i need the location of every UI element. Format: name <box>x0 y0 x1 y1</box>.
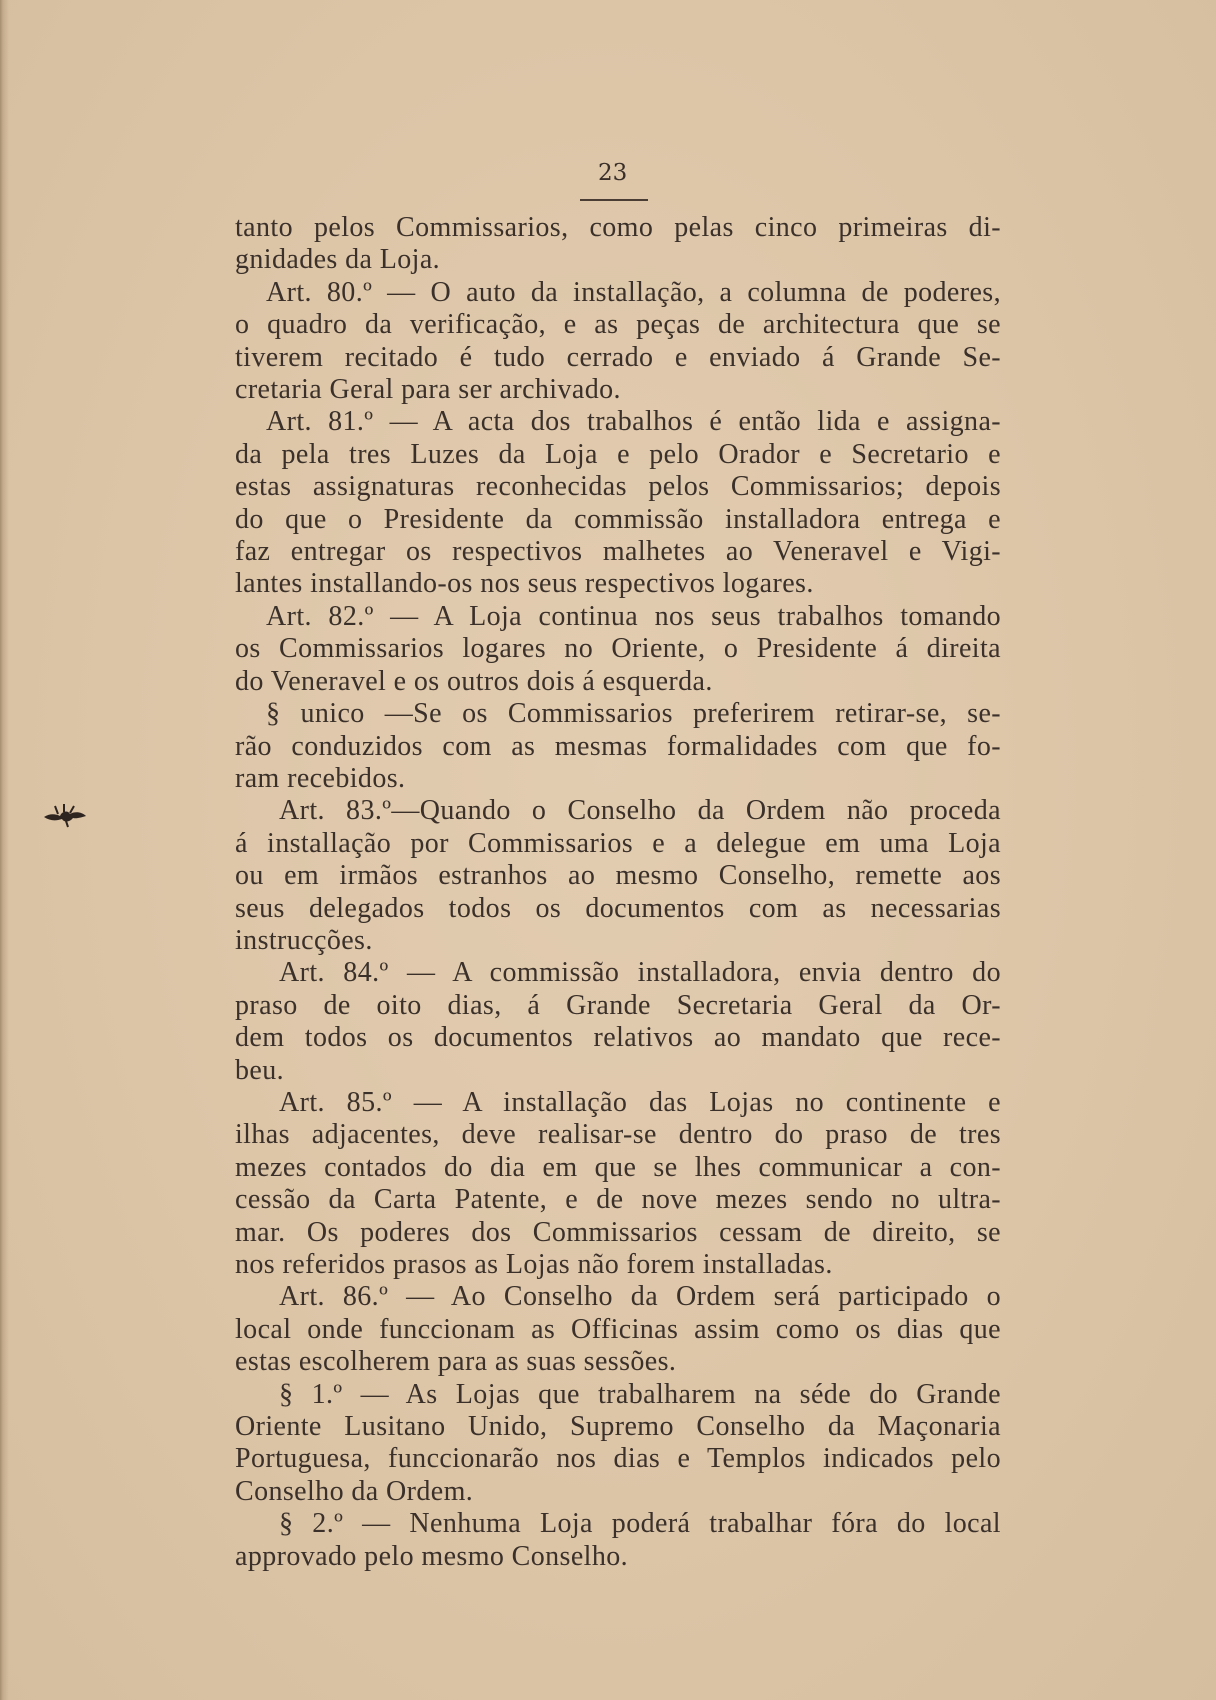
paragraph-1-first-line: § 1.º — As Lojas que trabalharem na séde do Grande <box>279 1378 1001 1410</box>
text-line: o quadro da verificação, e as peças de architectura que se <box>235 309 1001 341</box>
text-line: approvado pelo mesmo Conselho. <box>235 1540 629 1572</box>
paragraph-unico-first-line: § unico —Se os Commissarios preferirem retirar-se, se- <box>266 698 1001 730</box>
text-line: estas escolherem para as suas sessões. <box>235 1346 677 1378</box>
text-line: mar. Os poderes dos Commissarios cessam de direito, se <box>235 1216 1001 1248</box>
page-number: 23 <box>598 160 628 186</box>
text-line: nos referidos prasos as Lojas não forem installadas. <box>235 1249 833 1280</box>
text-line: estas assignaturas reconhecidas pelos Commissarios; depois <box>235 471 1001 503</box>
article-82-first-line: Art. 82.º — A Loja continua nos seus trabalhos tomando <box>266 600 1001 632</box>
article-81-first-line: Art. 81.º — A acta dos trabalhos é então lida e assigna- <box>266 406 1001 438</box>
page-binding-edge <box>0 0 9 1700</box>
text-line: instrucções. <box>235 924 373 956</box>
text-line: local onde funccionam as Officinas assim como os dias que <box>235 1313 1001 1345</box>
text-line: cretaria Geral para ser archivado. <box>235 374 621 406</box>
text-line: da pela tres Luzes da Loja e pelo Orador e Secretario e <box>235 438 1001 470</box>
text-line: Oriente Lusitano Unido, Supremo Conselho da Maçonaria <box>235 1411 1001 1443</box>
page-body-text <box>235 212 1001 1573</box>
text-line: á installação por Commissarios e a delegue em uma Loja <box>235 827 1001 859</box>
text-line: faz entregar os respectivos malhetes ao Veneravel e Vigi- <box>235 536 1001 568</box>
text-line: do que o Presidente da commissão installadora entrega e <box>235 503 1001 535</box>
text-line: dem todos os documentos relativos ao mandato que rece- <box>235 1022 1001 1054</box>
text-line: rão conduzidos com as mesmas formalidades com que fo- <box>235 730 1001 762</box>
page-number-rule <box>580 199 648 201</box>
text-line: beu. <box>235 1054 285 1086</box>
article-80-first-line: Art. 80.º — O auto da installação, a columna de poderes, <box>266 276 1001 308</box>
article-86-first-line: Art. 86.º — Ao Conselho da Ordem será participado o <box>279 1281 1001 1313</box>
text-line: ou em irmãos estranhos ao mesmo Conselho, remette aos <box>235 860 1001 892</box>
text-line: lantes installando-os nos seus respectivos logares. <box>235 568 814 600</box>
text-line: seus delegados todos os documentos com as necessarias <box>235 892 1001 924</box>
text-line: mezes contados do dia em que se lhes communicar a con- <box>235 1151 1001 1183</box>
text-line: Conselho da Ordem. <box>235 1475 474 1507</box>
text-line: cessão da Carta Patente, e de nove mezes sendo no ultra- <box>235 1184 1001 1216</box>
text-line: tanto pelos Commissarios, como pelas cinco primeiras di- <box>235 212 1001 243</box>
text-line: tiverem recitado é tudo cerrado e enviado á Grande Se- <box>235 341 1001 373</box>
text-line: os Commissarios logares no Oriente, o Presidente á direita <box>235 633 1001 665</box>
article-83-first-line: Art. 83.º—Quando o Conselho da Ordem não proceda <box>279 795 1001 827</box>
text-line: gnidades da Loja. <box>235 244 441 276</box>
article-84-first-line: Art. 84.º — A commissão installadora, envia dentro do <box>279 957 1001 989</box>
text-line: do Veneravel e os outros dois á esquerda. <box>235 665 713 697</box>
text-line: praso de oito dias, á Grande Secretaria Geral da Or- <box>235 989 1001 1021</box>
text-line: ilhas adjacentes, deve realisar-se dentro do praso de tres <box>235 1119 1001 1151</box>
text-line: Portuguesa, funccionarão nos dias e Templos indicados pelo <box>235 1443 1001 1475</box>
text-line: ram recebidos. <box>235 762 406 794</box>
article-85-first-line: Art. 85.º — A installação das Lojas no continente e <box>279 1086 1001 1118</box>
paragraph-2-first-line: § 2.º — Nenhuma Loja poderá trabalhar fóra do local <box>279 1508 1001 1540</box>
fleuron-icon <box>42 802 88 828</box>
